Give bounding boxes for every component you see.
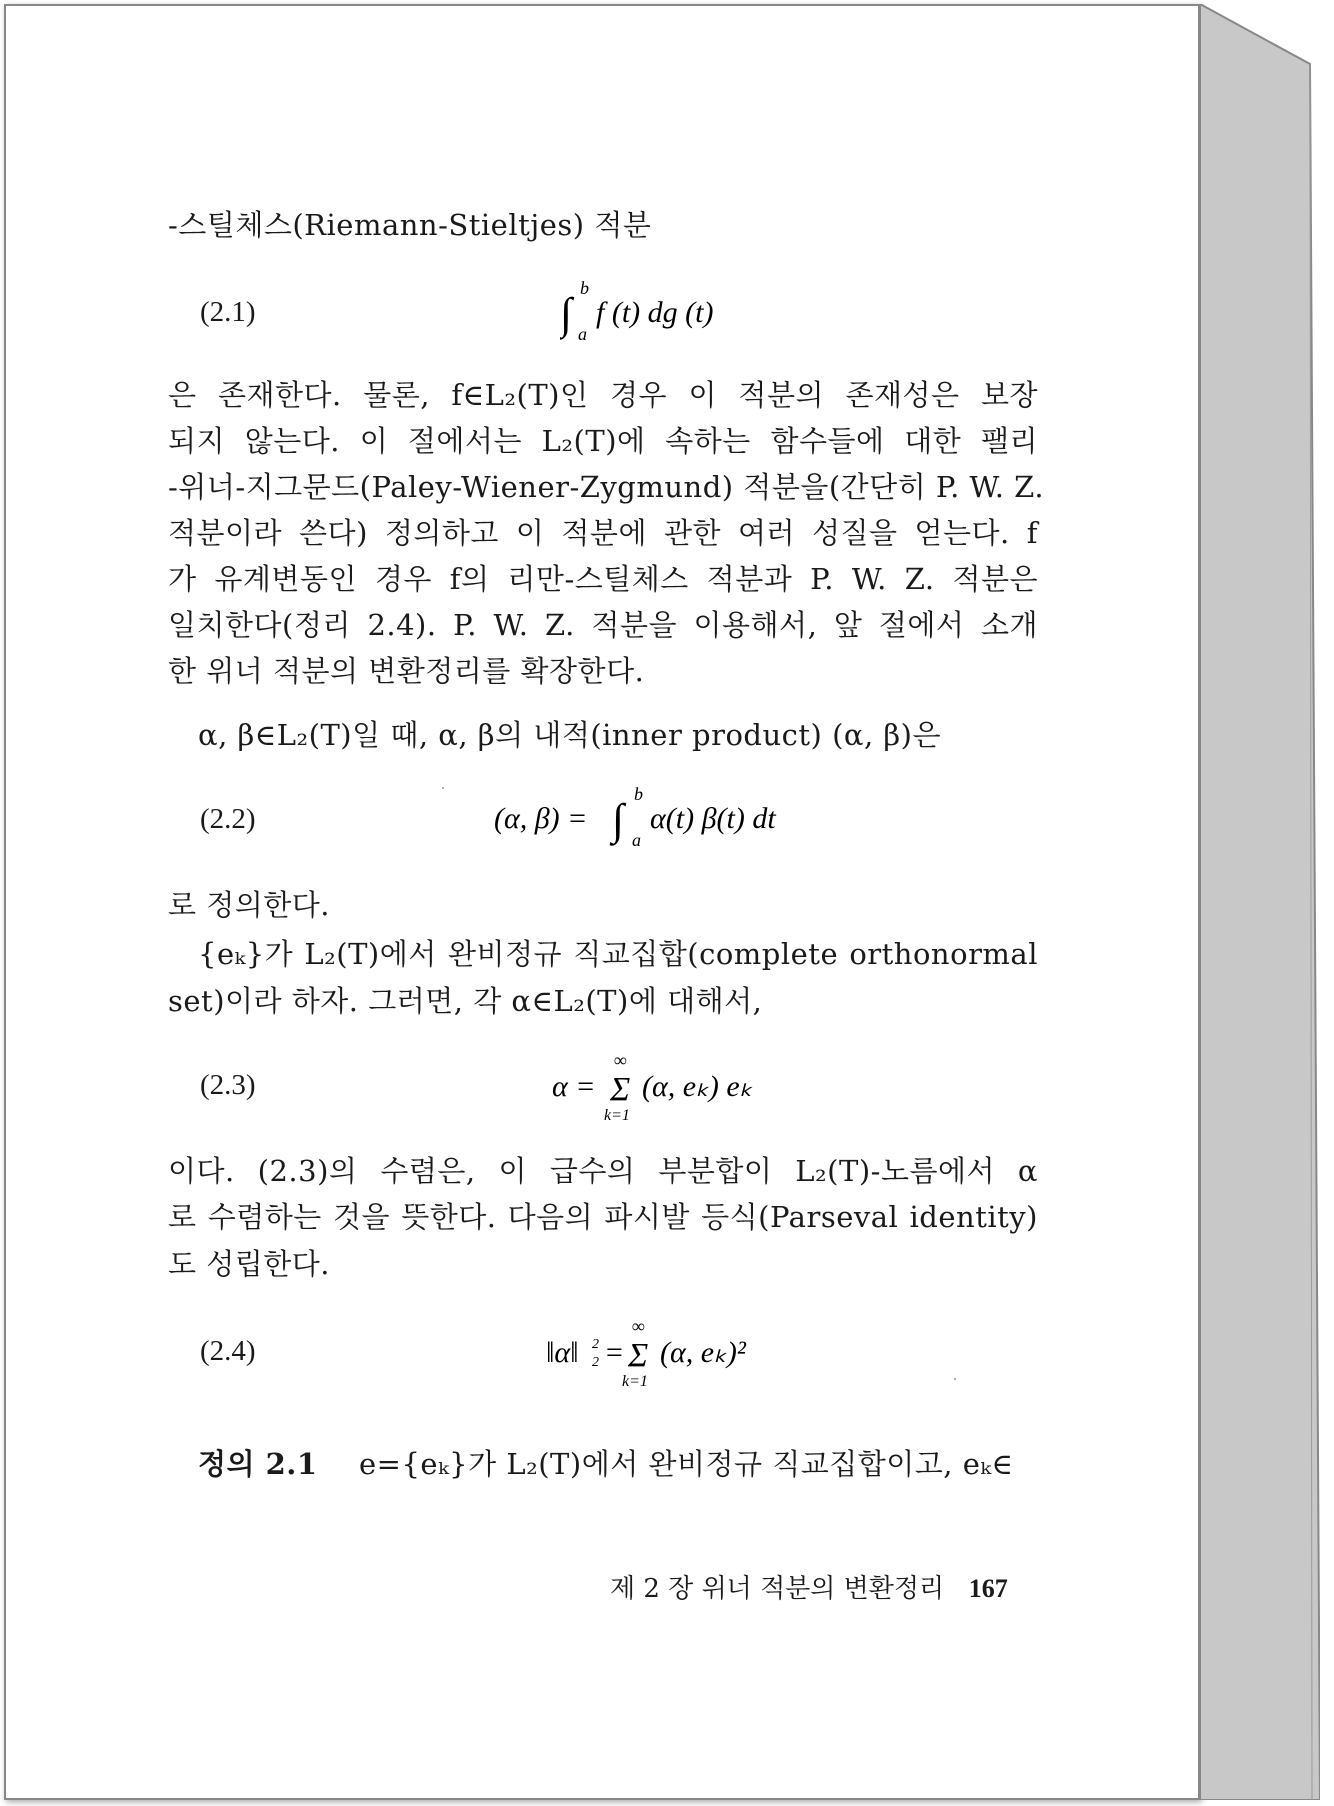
text-line-14: 로 수렴하는 것을 뜻한다. 다음의 파시발 등식(Parseval identity) — [168, 1200, 1038, 1234]
text-line-2: 은 존재한다. 물론, f∈L₂(T)인 경우 이 적분의 존재성은 보장 — [168, 378, 1038, 412]
definition-body: e={eₖ}가 L₂(T)에서 완비정규 직교집합이고, eₖ∈ — [359, 1447, 1014, 1481]
svg-text:2: 2 — [592, 1355, 599, 1370]
text-line-7: 일치한다(정리 2.4). P. W. Z. 적분을 이용해서, 앞 절에서 소개 — [168, 608, 1038, 642]
svg-text:b: b — [580, 280, 589, 298]
equation-2-1 — [560, 280, 760, 344]
text-line-8: 한 위너 적분의 변환정리를 확장한다. — [168, 654, 645, 688]
svg-text:(α, eₖ) eₖ: (α, eₖ) eₖ — [642, 1070, 753, 1103]
svg-text:a: a — [578, 324, 587, 344]
text-line-4: -위너-지그문드(Paley-Wiener-Zygmund) 적분을(간단히 P. W. Z. — [168, 470, 1045, 504]
definition-line — [198, 1447, 1038, 1481]
svg-text:(α, eₖ)²: (α, eₖ)² — [660, 1336, 746, 1369]
equation-number-2-1: (2.1) — [200, 296, 256, 328]
svg-text:b: b — [634, 784, 643, 804]
svg-text:Σ: Σ — [628, 1337, 649, 1374]
svg-text:2: 2 — [592, 1337, 599, 1352]
svg-text:∫: ∫ — [560, 289, 573, 338]
svg-text:∫: ∫ — [612, 795, 625, 844]
svg-text:α =: α = — [552, 1070, 596, 1103]
text-line-6: 가 유계변동인 경우 f의 리만-스틸체스 적분과 P. W. Z. 적분은 — [168, 562, 1038, 596]
equation-2-3 — [552, 1050, 792, 1134]
equation-2-3-graphic — [552, 1050, 792, 1126]
text-line-12: set)이라 하자. 그러면, 각 α∈L₂(T)에 대해서, — [168, 984, 763, 1018]
running-head: 제 2 장 위너 적분의 변환정리 — [610, 1574, 945, 1604]
svg-text:Σ: Σ — [610, 1071, 631, 1108]
svg-text:α(t) β(t) dt: α(t) β(t) dt — [650, 802, 776, 835]
svg-text:k=1: k=1 — [622, 1373, 648, 1390]
equation-2-4-graphic — [546, 1316, 786, 1392]
svg-text:∞: ∞ — [614, 1050, 627, 1070]
text-line-13: 이다. (2.3)의 수렴은, 이 급수의 부분합이 L₂(T)-노름에서 α — [168, 1154, 1038, 1188]
svg-text:(α, β) =: (α, β) = — [494, 802, 588, 835]
text-line-15: 도 성립한다. — [168, 1247, 331, 1281]
svg-text:‖α‖: ‖α‖ — [546, 1336, 579, 1369]
svg-text:∞: ∞ — [632, 1316, 645, 1336]
text-line-3: 되지 않는다. 이 절에서는 L₂(T)에 속하는 함수들에 대한 팰리 — [168, 424, 1038, 458]
svg-text:f (t) dg (t): f (t) dg (t) — [596, 296, 714, 329]
equation-2-4 — [546, 1316, 786, 1400]
text-line-5: 적분이라 쓴다) 정의하고 이 적분에 관한 여러 성질을 얻는다. f — [168, 516, 1038, 550]
page-stack-edge — [1200, 4, 1320, 1800]
svg-text:k=1: k=1 — [604, 1107, 630, 1124]
equation-number-2-2: (2.2) — [200, 803, 256, 835]
text-line-11: {eₖ}가 L₂(T)에서 완비정규 직교집합(complete orthonormal — [198, 937, 1038, 971]
equation-2-2-graphic — [494, 784, 854, 848]
svg-text:=: = — [604, 1336, 625, 1369]
definition-heading: 정의 2.1 — [198, 1447, 318, 1481]
text-line-10: 로 정의한다. — [168, 888, 331, 922]
page-footer — [610, 1573, 1008, 1605]
text-line-9: α, β∈L₂(T)일 때, α, β의 내적(inner product) (α, β)은 — [198, 718, 942, 752]
equation-2-1-graphic — [560, 280, 760, 344]
equation-2-2 — [494, 784, 854, 856]
equation-number-2-3: (2.3) — [200, 1069, 256, 1101]
equation-number-2-4: (2.4) — [200, 1335, 256, 1367]
speck — [442, 787, 444, 789]
svg-text:a: a — [632, 830, 641, 848]
speck — [954, 1378, 956, 1380]
page-number: 167 — [968, 1574, 1008, 1603]
text-line-1: -스틸체스(Riemann-Stieltjes) 적분 — [168, 208, 652, 242]
